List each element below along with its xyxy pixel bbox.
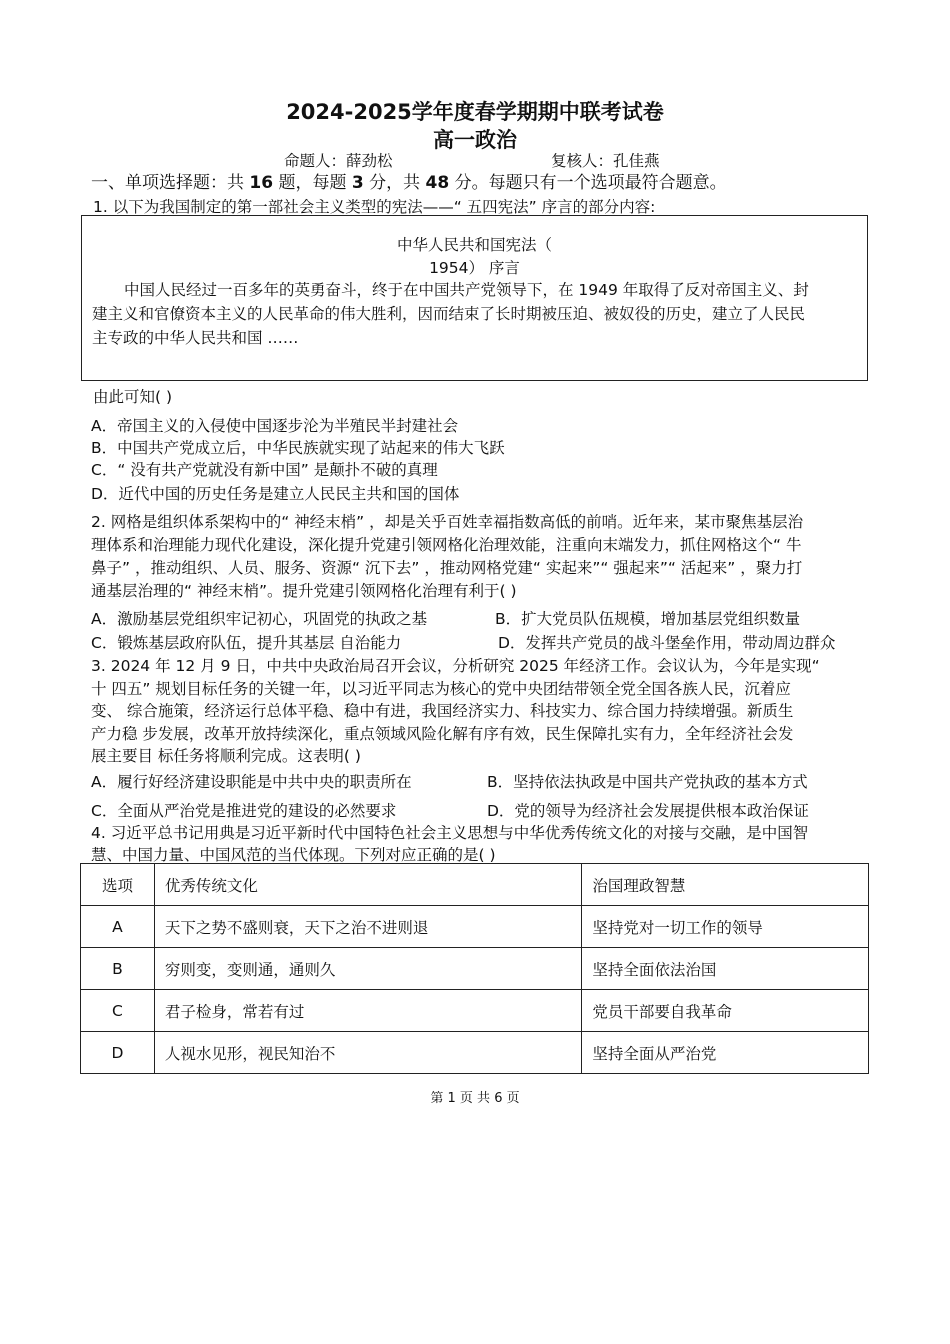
table-header-cell: 治国理政智慧 <box>582 864 869 906</box>
q2-option-b[interactable]: B．扩大党员队伍规模，增加基层党组织数量 <box>495 610 801 628</box>
q2-stem <box>91 511 803 603</box>
q2-option-a[interactable]: A．激励基层党组织牢记初心，巩固党的执政之基 <box>91 610 428 628</box>
q3-option-b[interactable]: B．坚持依法执政是中国共产党执政的基本方式 <box>487 773 808 791</box>
q4-stem-line: 4. 习近平总书记用典是习近平新时代中国特色社会主义思想与中华优秀传统文化的对接与交融，是中国智 <box>91 824 809 842</box>
q2-option-d[interactable]: D．发挥共产党员的战斗堡垒作用，带动周边群众 <box>498 634 836 652</box>
q1-prompt: 由此可知( ) <box>93 388 173 406</box>
q1-option-a[interactable]: A．帝国主义的入侵使中国逐步沦为半殖民半封建社会 <box>91 417 459 435</box>
exam-subject: 高一政治 <box>433 128 517 152</box>
table-header-cell: 选项 <box>81 864 155 906</box>
q1-stem: 1. 以下为我国制定的第一部社会主义类型的宪法——“ 五四宪法” 序言的部分内容: <box>93 198 656 216</box>
author: 命题人：薛劲松 <box>284 152 393 170</box>
q3-stem-line: 变、 综合施策，经济运行总体平稳、稳中有进，我国经济实力、科技实力、综合国力持续增强。新质生 <box>91 702 794 720</box>
q1-option-d[interactable]: D．近代中国的历史任务是建立人民民主共和国的国体 <box>91 485 460 503</box>
q3-option-d[interactable]: D．党的领导为经济社会发展提供根本政治保证 <box>487 802 809 820</box>
q1-box-line: 建主义和官僚资本主义的人民革命的伟大胜利，因而结束了长时期被压迫、被奴役的历史，建立了人民民 <box>92 305 806 323</box>
q4-options-table <box>80 863 869 1074</box>
table-cell: 坚持党对一切工作的领导 <box>582 906 869 948</box>
table-header-row <box>81 864 869 906</box>
table-row[interactable] <box>81 990 869 1032</box>
q1-option-b[interactable]: B．中国共产党成立后，中华民族就实现了站起来的伟大飞跃 <box>91 439 505 457</box>
q3-option-c[interactable]: C．全面从严治党是推进党的建设的必然要求 <box>91 802 397 820</box>
page-number: 第 1 页 共 6 页 <box>430 1091 520 1106</box>
q3-option-a[interactable]: A．履行好经济建设职能是中共中央的职责所在 <box>91 773 412 791</box>
q3-stem-line: 展主要目 标任务将顺利完成。这表明( ) <box>91 747 361 765</box>
q2-option-c[interactable]: C．锻炼基层政府队伍，提升其基层 自治能力 <box>91 634 402 652</box>
table-cell: C <box>81 990 155 1032</box>
table-cell: 党员干部要自我革命 <box>582 990 869 1032</box>
q4-stem <box>91 822 808 866</box>
table-cell: A <box>81 906 155 948</box>
reviewer: 复核人：孔佳燕 <box>551 152 660 170</box>
q2-stem-line: 理体系和治理能力现代化建设，深化提升党建引领网格化治理效能，注重向末端发力，抓住网格这个“ 牛 <box>91 536 802 554</box>
q1-box-line: 主专政的中华人民共和国 …… <box>92 329 299 347</box>
q2-stem-line: 鼻子” ，推动组织、人员、服务、资源“ 沉下去” ，推动网格党建“ 实起来”“ 强起来”“ 活起来” ，聚力打 <box>91 559 803 577</box>
table-cell: 坚持全面依法治国 <box>582 948 869 990</box>
q3-stem-line: 十 四五” 规划目标任务的关键一年，以习近平同志为核心的党中央团结带领全党全国各族人民，沉着应 <box>91 679 791 698</box>
table-cell: 君子检身，常若有过 <box>154 990 581 1032</box>
table-row[interactable] <box>81 906 869 948</box>
table-cell: 人视水见形，视民知治不 <box>154 1032 581 1074</box>
table-row[interactable] <box>81 1032 869 1074</box>
q3-stem-line: 产力稳 步发展，改革开放持续深化，重点领域风险化解有序有效，民生保障扎实有力，全年经济社会发 <box>91 724 794 743</box>
table-row[interactable] <box>81 948 869 990</box>
q1-source-box <box>81 215 868 381</box>
q1-box-paragraph <box>92 278 860 350</box>
table-cell: 穷则变，变则通，通则久 <box>154 948 581 990</box>
q3-stem-line: 3. 2024 年 12 月 9 日，中共中央政治局召开会议，分析研究 2025 年经济工作。会议认为，今年是实现“ <box>91 657 820 675</box>
q4-stem-line: 慧、中国力量、中国风范的当代体现。下列对应正确的是( ) <box>91 846 496 864</box>
q3-stem <box>91 655 820 768</box>
table-cell: D <box>81 1032 155 1074</box>
table-cell: 天下之势不盛则衰，天下之治不进则退 <box>154 906 581 948</box>
q2-stem-line: 通基层治理的“ 神经末梢”。提升党建引领网格化治理有利于( ) <box>91 582 517 600</box>
table-cell: 坚持全面从严治党 <box>582 1032 869 1074</box>
q1-box-title: 中华人民共和国宪法（ <box>396 236 552 254</box>
exam-title: 2024-2025学年度春学期期中联考试卷 <box>286 100 664 124</box>
q1-option-c[interactable]: C．“ 没有共产党就没有新中国” 是颠扑不破的真理 <box>91 461 438 479</box>
q2-stem-line: 2. 网格是组织体系架构中的“ 神经末梢” ，却是关乎百姓幸福指数高低的前哨。近年来，某市聚焦基层治 <box>91 513 804 531</box>
section-heading: 一、单项选择题：共 16 题，每题 3 分，共 48 分。每题只有一个选项最符合题意。 <box>91 173 727 193</box>
q1-box-line: 中国人民经过一百多年的英勇奋斗，终于在中国共产党领导下，在 1949 年取得了反对帝国主义、封 <box>124 281 809 299</box>
table-cell: B <box>81 948 155 990</box>
table-header-cell: 优秀传统文化 <box>154 864 581 906</box>
q1-box-subtitle: 1954） 序言 <box>429 259 520 277</box>
